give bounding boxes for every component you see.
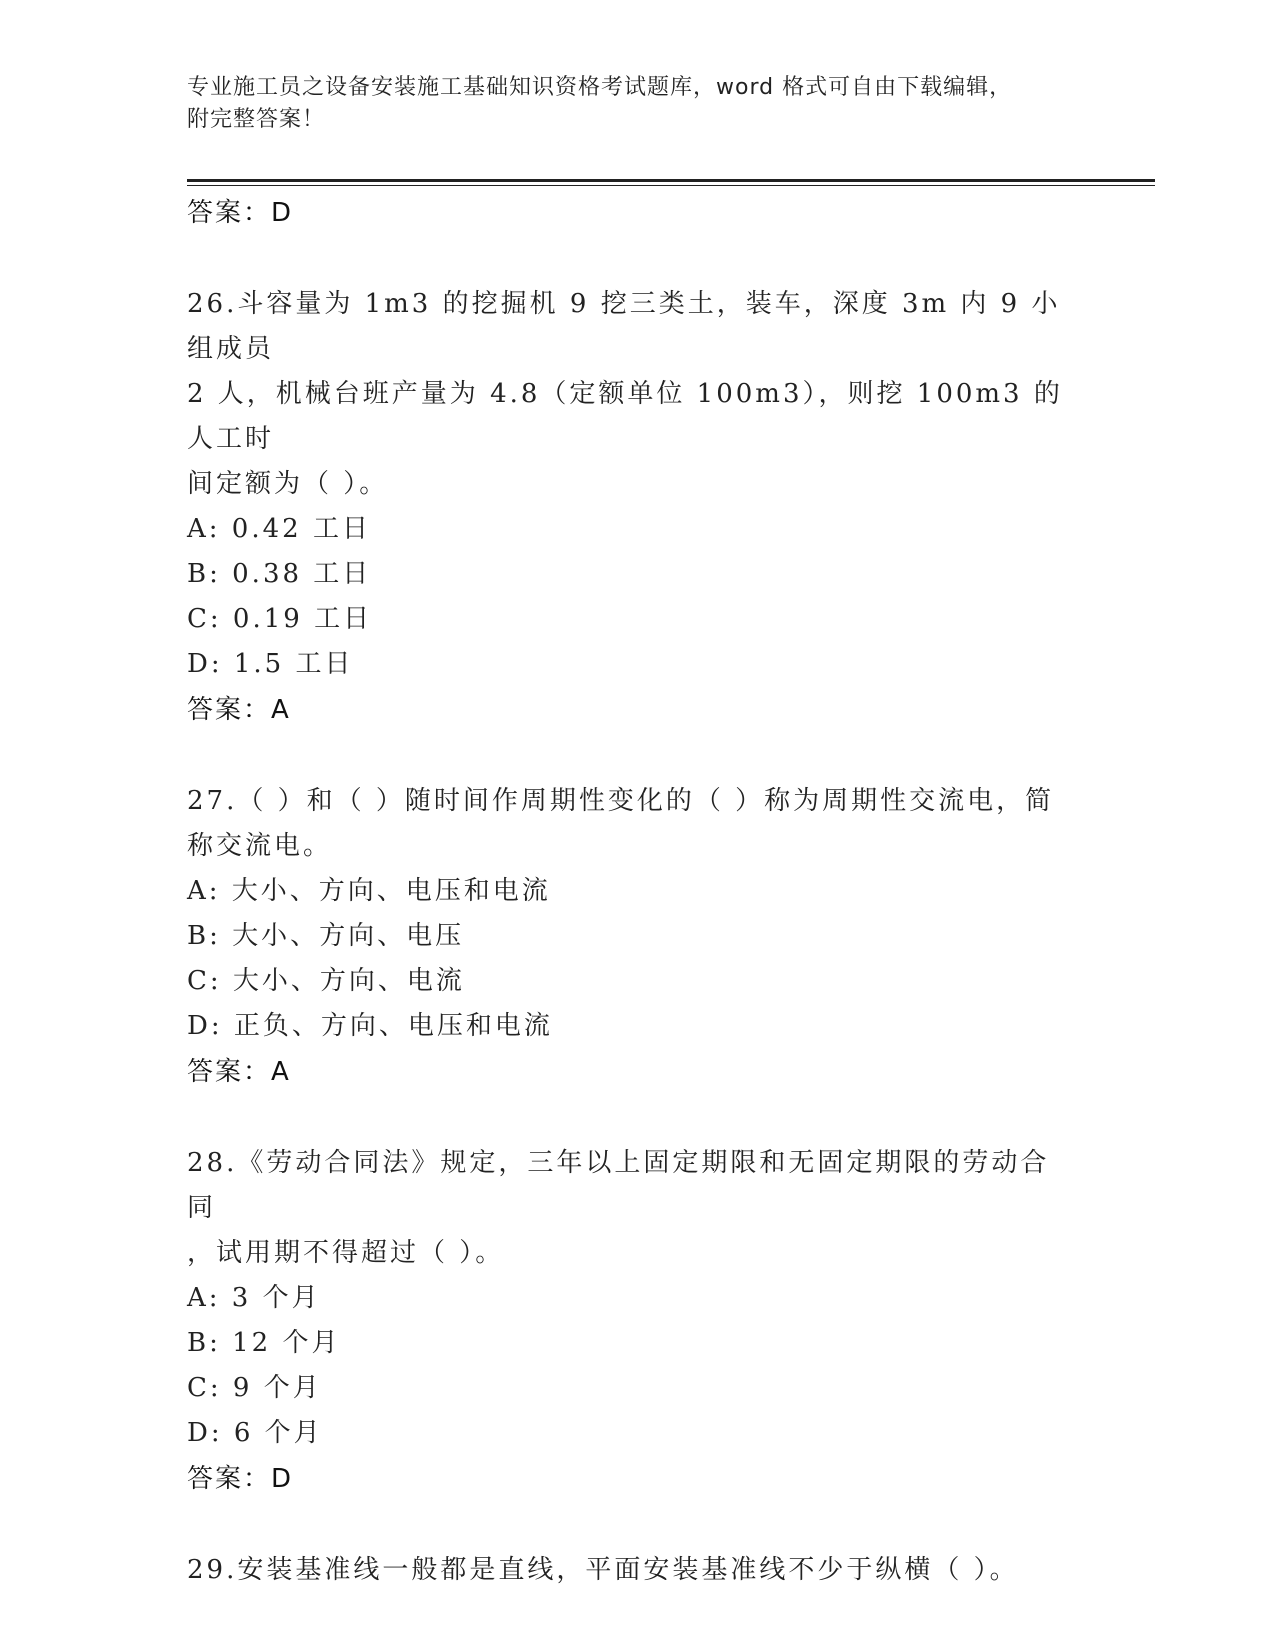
- question-line: 称交流电。: [187, 831, 333, 861]
- document-header: [187, 72, 1067, 136]
- spacer: [187, 1502, 1087, 1548]
- option-d: D: 1.5 工日: [187, 649, 354, 679]
- answer-27: 答案：A: [187, 1057, 291, 1087]
- document-body: [187, 190, 1087, 1593]
- question-27: [187, 779, 1087, 1095]
- spacer: [187, 733, 1087, 779]
- header-line-1: 专业施工员之设备安装施工基础知识资格考试题库，word 格式可自由下载编辑，: [187, 75, 1013, 100]
- question-line: 间定额为（ ）。: [187, 469, 389, 499]
- option-d: D: 6 个月: [187, 1418, 323, 1448]
- option-c: C: 0.19 工日: [187, 604, 373, 634]
- header-rule-thin: [187, 185, 1155, 186]
- option-b: B: 0.38 工日: [187, 559, 372, 589]
- option-c: C: 大小、方向、电流: [187, 966, 465, 996]
- answer-28: 答案：D: [187, 1464, 294, 1494]
- answer-previous: 答案：D: [187, 198, 294, 228]
- option-a: A: 大小、方向、电压和电流: [187, 876, 551, 906]
- question-line: 26.斗容量为 1m3 的挖掘机 9 挖三类土，装车，深度 3m 内 9 小组成员: [187, 289, 1061, 364]
- option-d: D: 正负、方向、电压和电流: [187, 1011, 553, 1041]
- option-c: C: 9 个月: [187, 1373, 322, 1403]
- question-line: 28.《劳动合同法》规定，三年以上固定期限和无固定期限的劳动合同: [187, 1148, 1050, 1223]
- spacer: [187, 1095, 1087, 1141]
- question-26: [187, 282, 1087, 733]
- question-28: [187, 1141, 1087, 1502]
- question-line: 27.（ ）和（ ）随时间作周期性变化的（ ）称为周期性交流电，简: [187, 786, 1055, 816]
- option-b: B: 大小、方向、电压: [187, 921, 465, 951]
- question-line: ，试用期不得超过（ ）。: [187, 1238, 505, 1268]
- header-rule-thick: [187, 179, 1155, 182]
- question-line: 29.安装基准线一般都是直线，平面安装基准线不少于纵横（ ）。: [187, 1555, 1019, 1585]
- option-a: A: 3 个月: [187, 1283, 321, 1313]
- option-b: B: 12 个月: [187, 1328, 341, 1358]
- spacer: [187, 236, 1087, 282]
- header-line-2: 附完整答案！: [187, 107, 326, 132]
- option-a: A: 0.42 工日: [187, 514, 371, 544]
- question-line: 2 人，机械台班产量为 4.8（定额单位 100m3），则挖 100m3 的人工时: [187, 379, 1063, 454]
- question-29: [187, 1548, 1087, 1593]
- answer-26: 答案：A: [187, 695, 291, 725]
